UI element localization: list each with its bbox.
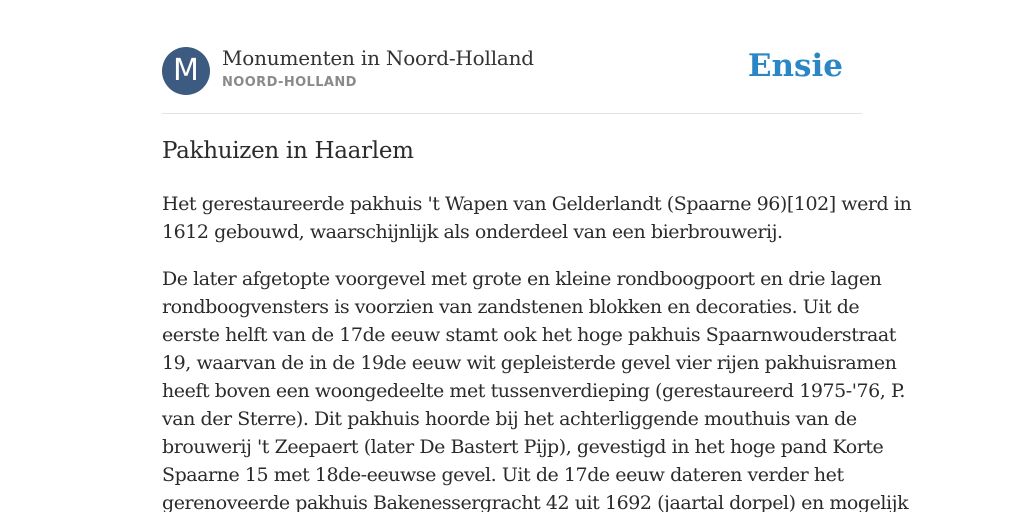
paragraph [162,190,912,246]
text-line: heeft boven een woongedeelte met tussenverdieping (gerestaureerd 1975-'76, P. [162,380,906,402]
text-line: brouwerij 't Zeepaert (later De Bastert Pijp), gevestigd in het hoge pand Korte [162,436,884,458]
text-line: rondboogvensters is voorzien van zandstenen blokken en decoraties. Uit de [162,296,860,318]
paragraph [162,265,909,512]
header-divider [162,113,862,114]
site-subtitle[interactable]: NOORD-HOLLAND [222,75,357,90]
text-line: Het gerestaureerde pakhuis 't Wapen van Gelderlandt (Spaarne 96)[102] werd in [162,193,912,215]
text-line: van der Sterre). Dit pakhuis hoorde bij het achterliggende mouthuis van de [162,408,857,430]
text-line: De later afgetopte voorgevel met grote en kleine rondboogpoort en drie lagen [162,268,882,290]
text-line: gerenoveerde pakhuis Bakenessergracht 42 uit 1692 (jaartal dorpel) en mogelijk [162,492,909,512]
page-header [162,46,862,96]
ensie-logo[interactable]: Ensie [747,48,843,84]
avatar: M [162,47,210,95]
text-line: 19, waarvan de in de 19de eeuw wit gepleisterde gevel vier rijen pakhuisramen [162,352,897,374]
article-body [162,190,912,512]
text-line: eerste helft van de 17de eeuw stamt ook het hoge pakhuis Spaarnwouderstraat [162,324,896,346]
text-line: 1612 gebouwd, waarschijnlijk als onderdeel van een bierbrouwerij. [162,221,783,243]
site-title[interactable]: Monumenten in Noord-Holland [222,46,534,70]
article-title: Pakhuizen in Haarlem [162,138,414,164]
text-line: Spaarne 15 met 18de-eeuwse gevel. Uit de 17de eeuw dateren verder het [162,464,844,486]
